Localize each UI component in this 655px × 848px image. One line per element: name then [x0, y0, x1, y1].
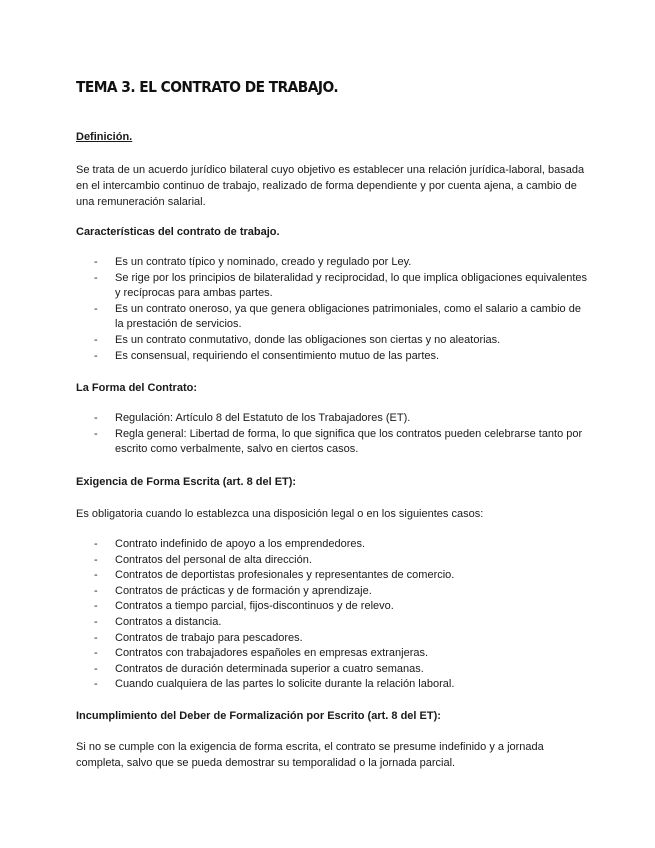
list-item: - Es un contrato típico y nominado, creado y regulado por Ley.: [76, 255, 591, 271]
noncompliance-heading: Incumplimiento del Deber de Formalización por Escrito (art. 8 del ET):: [76, 710, 441, 722]
list-item: - Contrato indefinido de apoyo a los emprendedores.: [76, 537, 591, 553]
noncompliance-heading-block: [76, 708, 591, 724]
written-heading: Exigencia de Forma Escrita (art. 8 del ET):: [76, 476, 297, 488]
dash-bullet: -: [94, 302, 98, 315]
dash-bullet: -: [94, 584, 98, 597]
characteristics-heading-block: [76, 224, 591, 240]
list-item: - Es un contrato oneroso, ya que genera obligaciones patrimoniales, como el salario a cambio de la prestación de servicios.: [94, 302, 581, 331]
written-intro: Es obligatoria cuando lo establezca una disposición legal o en los siguientes casos:: [76, 508, 484, 520]
list-item: - Contratos del personal de alta dirección.: [76, 553, 591, 569]
dash-bullet: -: [94, 271, 98, 284]
noncompliance-text: Si no se cumple con la exigencia de forma escrita, el contrato se presume indefinido y a jornada completa, salvo que se pueda demostrar su temporalidad o la jornada parcial.: [76, 741, 544, 769]
list-item: - Se rige por los principios de bilateralidad y reciprocidad, lo que implica obligaciones equivalentes y recíprocas para ambas partes.: [94, 271, 588, 300]
dash-bullet: -: [94, 600, 98, 613]
list-item: - Contratos a tiempo parcial, fijos-discontinuos y de relevo.: [76, 599, 591, 615]
dash-bullet: -: [94, 538, 98, 550]
definition-text: Se trata de un acuerdo jurídico bilateral cuyo objetivo es establecer una relación jurídica-laboral, basada en el intercambio continuo de trabajo, realizado de forma dependiente y por cuenta ajena, a cambio de una remuneración salarial.: [76, 164, 585, 208]
form-heading-block: [76, 380, 591, 396]
form-list-block: [76, 411, 591, 458]
definition-text-block: [76, 162, 591, 210]
list-item: - Contratos de duración determinada superior a cuatro semanas.: [76, 662, 591, 678]
dash-bullet: -: [94, 678, 98, 691]
list-item: - Es consensual, requiriendo el consentimiento mutuo de las partes.: [76, 349, 591, 365]
characteristics-list: [76, 255, 591, 364]
dash-bullet: -: [94, 662, 98, 675]
dash-bullet: -: [94, 427, 98, 440]
dash-bullet: -: [94, 333, 98, 346]
list-item: - Regla general: Libertad de forma, lo que significa que los contratos pueden celebrarse tanto por escrito como verbalmente, salvo en ciertos casos.: [94, 427, 583, 456]
dash-bullet: -: [94, 256, 98, 268]
written-list: [76, 537, 591, 693]
definition-section: [76, 129, 591, 145]
written-heading-block: [76, 474, 591, 490]
characteristics-heading: Características del contrato de trabajo.: [76, 226, 280, 238]
dash-bullet: -: [94, 569, 98, 582]
form-list: [76, 411, 591, 458]
list-item: - Contratos de prácticas y de formación y aprendizaje.: [76, 584, 591, 600]
written-list-block: [76, 537, 591, 693]
list-item: - Contratos con trabajadores españoles en empresas extranjeras.: [76, 646, 591, 662]
dash-bullet: -: [94, 615, 98, 628]
list-item: - Regulación: Artículo 8 del Estatuto de los Trabajadores (ET).: [76, 411, 591, 427]
definition-heading: Definición.: [76, 131, 133, 143]
dash-bullet: -: [94, 349, 98, 362]
list-item: - Contratos a distancia.: [76, 615, 591, 631]
list-item: - Es un contrato conmutativo, donde las obligaciones son ciertas y no aleatorias.: [76, 333, 591, 349]
characteristics-list-block: [76, 255, 591, 364]
list-item: - Cuando cualquiera de las partes lo solicite durante la relación laboral.: [76, 677, 591, 693]
written-intro-block: [76, 506, 591, 522]
dash-bullet: -: [94, 553, 98, 566]
dash-bullet: -: [94, 631, 98, 644]
dash-bullet: -: [94, 647, 98, 660]
dash-bullet: -: [94, 412, 98, 424]
list-item: - Contratos de deportistas profesionales y representantes de comercio.: [76, 568, 591, 584]
noncompliance-text-block: [76, 739, 591, 771]
form-heading: La Forma del Contrato:: [76, 382, 198, 394]
document-title: TEMA 3. EL CONTRATO DE TRABAJO.: [76, 78, 339, 96]
list-item: - Contratos de trabajo para pescadores.: [76, 631, 591, 647]
